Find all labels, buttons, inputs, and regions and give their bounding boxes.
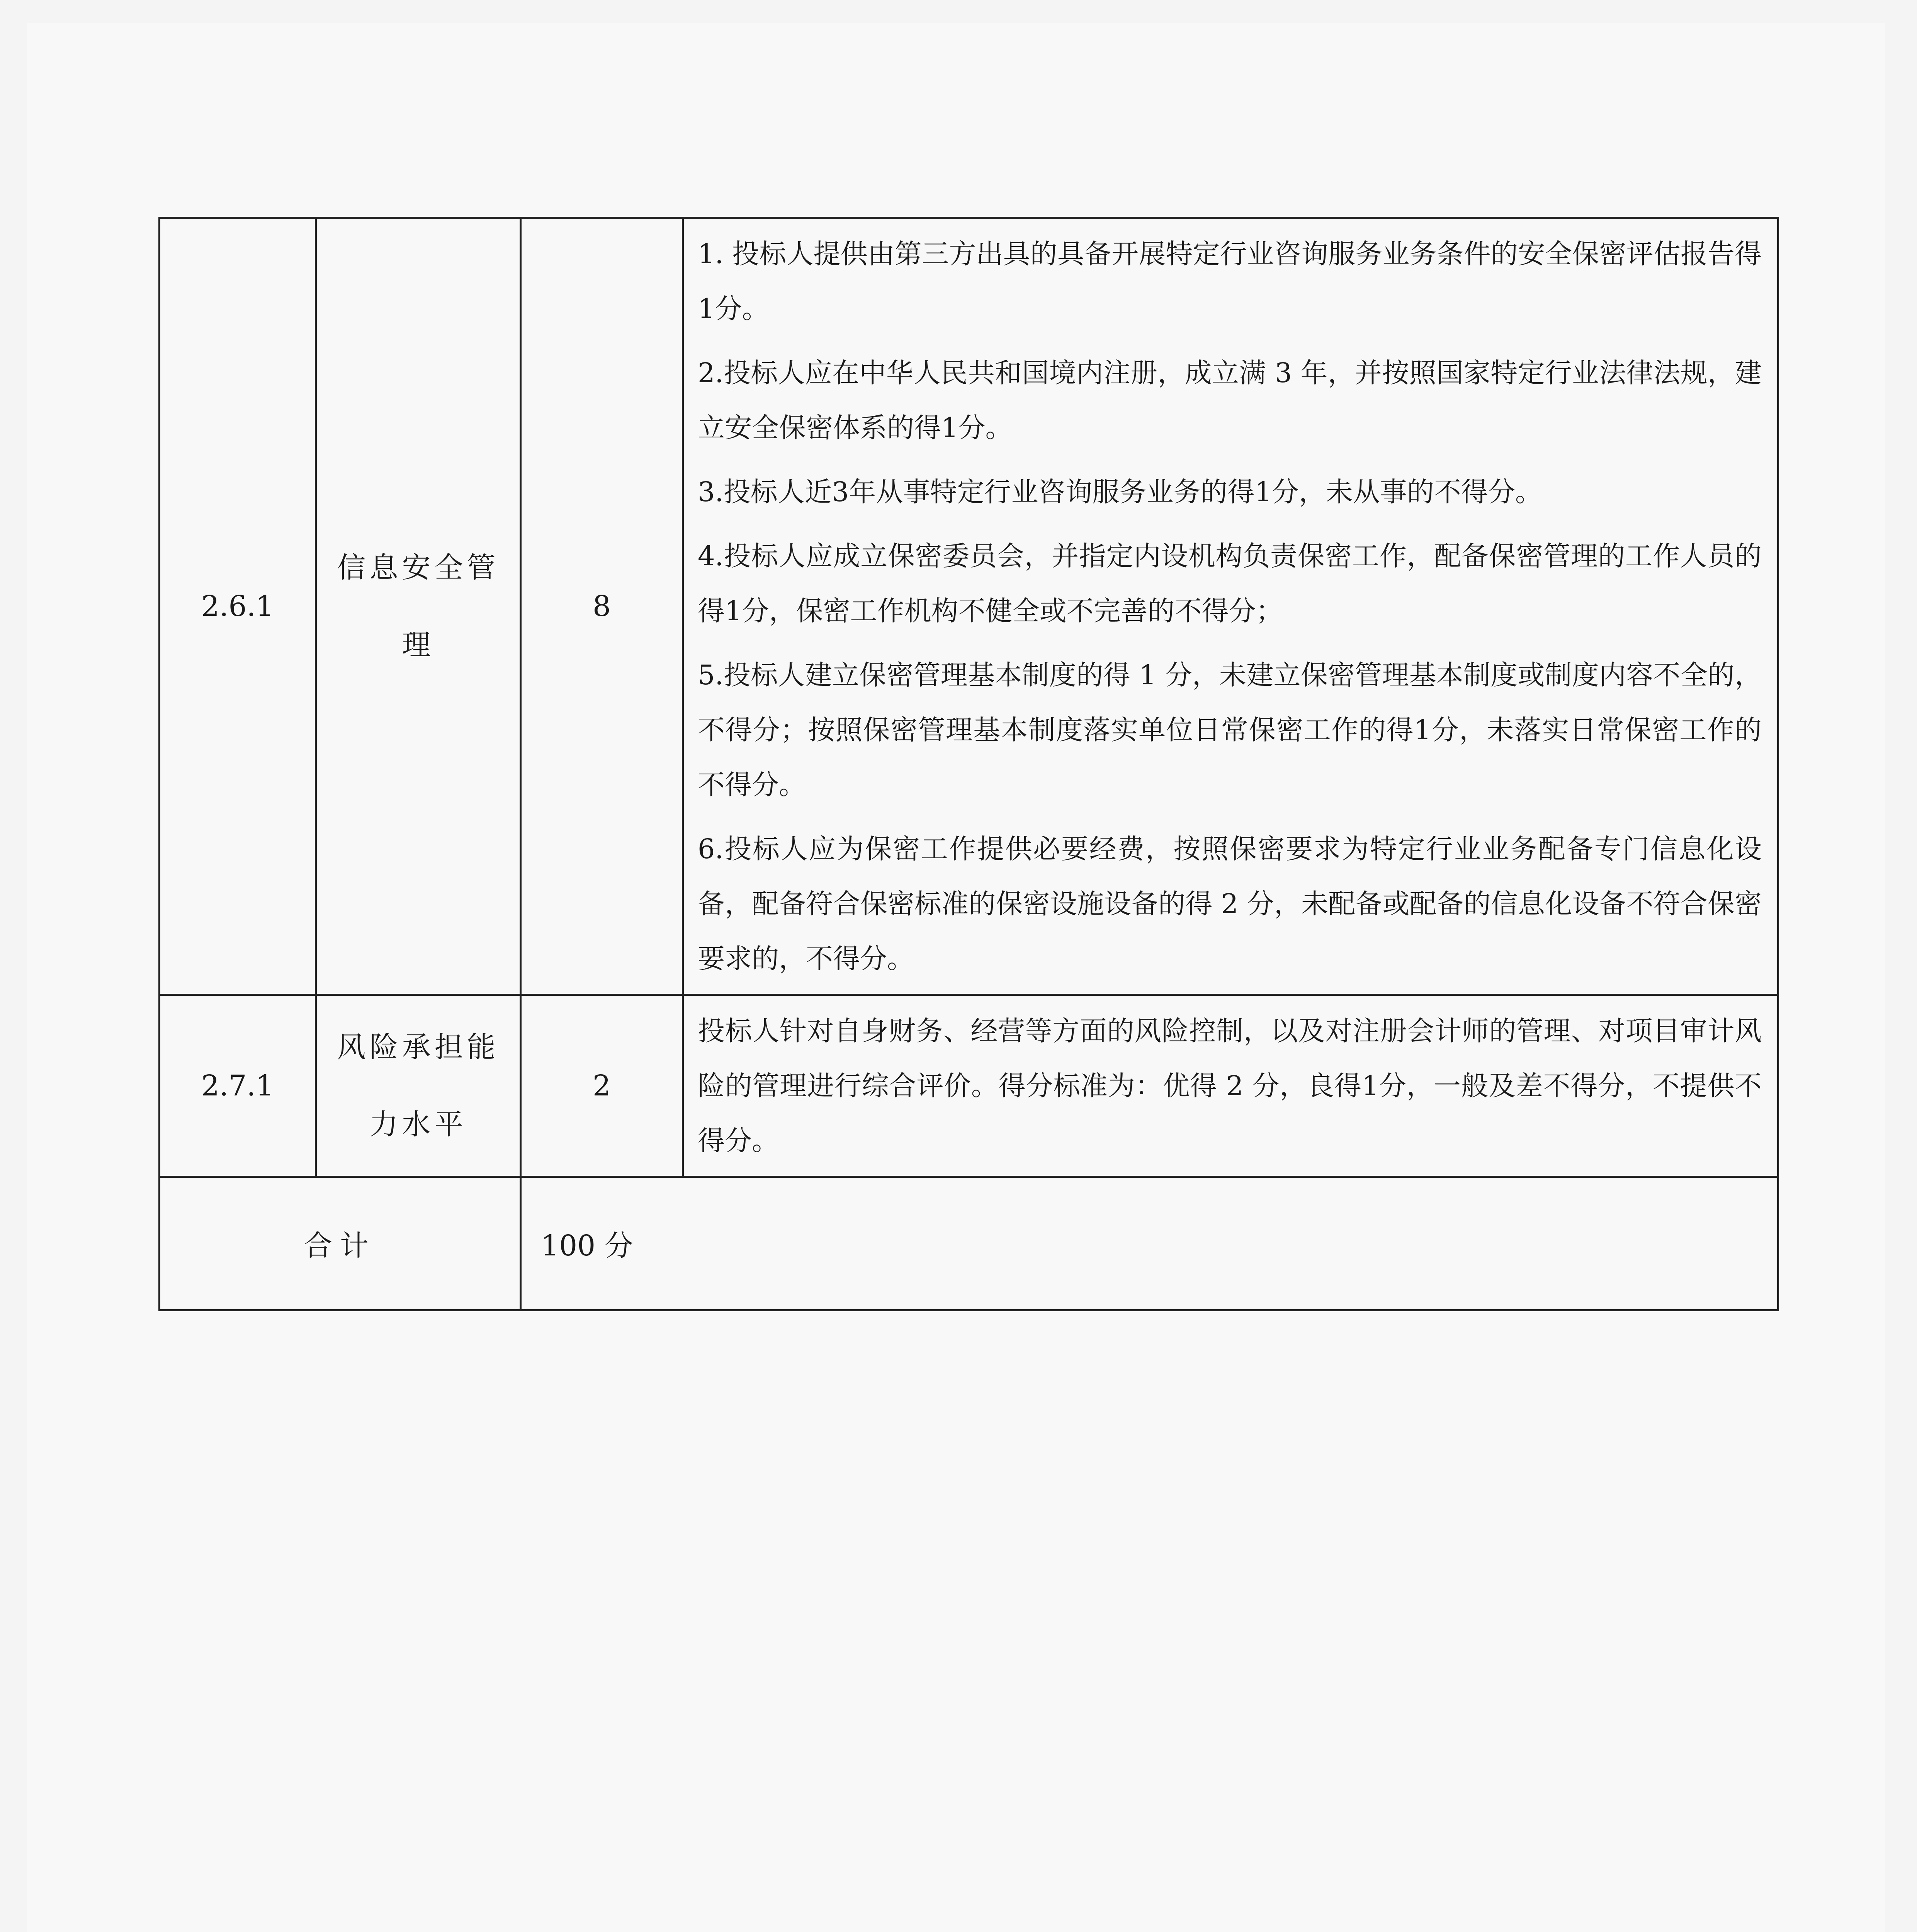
row-criteria <box>683 218 1778 995</box>
criteria-item: 投标人针对自身财务、经营等方面的风险控制，以及对注册会计师的管理、对项目审计风险的管理进行综合评价。得分标准为：优得 2 分，良得1分，一般及差不得分，不提供不得分。 <box>698 1015 1762 1156</box>
total-label: 合计 <box>160 1177 521 1310</box>
row-criteria <box>683 995 1778 1177</box>
table-row <box>160 218 1778 995</box>
row-id: 2.6.1 <box>160 218 316 995</box>
row-item <box>316 218 521 995</box>
scoring-table <box>158 217 1779 1311</box>
criteria-item: 1. 投标人提供由第三方出具的具备开展特定行业咨询服务业务条件的安全保密评估报告得1分。 <box>698 238 1762 325</box>
row-item <box>316 995 521 1177</box>
table-row <box>160 995 1778 1177</box>
total-value: 100 分 <box>521 1177 1778 1310</box>
criteria-item: 2.投标人应在中华人民共和国境内注册，成立满 3 年，并按照国家特定行业法律法规，建立安全保密体系的得1分。 <box>698 357 1762 444</box>
criteria-item: 6.投标人应为保密工作提供必要经费，按照保密要求为特定行业业务配备专门信息化设备，配备符合保密标准的保密设施设备的得 2 分，未配备或配备的信息化设备不符合保密要求的，不得分。 <box>698 833 1762 975</box>
row-id: 2.7.1 <box>160 995 316 1177</box>
criteria-item: 5.投标人建立保密管理基本制度的得 1 分，未建立保密管理基本制度或制度内容不全的，不得分；按照保密管理基本制度落实单位日常保密工作的得1分，未落实日常保密工作的不得分。 <box>698 659 1762 801</box>
row-score: 2 <box>521 995 683 1177</box>
criteria-item: 3.投标人近3年从事特定行业咨询服务业务的得1分，未从事的不得分。 <box>698 476 1542 508</box>
criteria-item: 4.投标人应成立保密委员会，并指定内设机构负责保密工作，配备保密管理的工作人员的得1分，保密工作机构不健全或不完善的不得分； <box>698 540 1762 627</box>
row-item-label: 风险承担能力水平 <box>337 1031 500 1141</box>
total-row <box>160 1177 1778 1310</box>
row-score: 8 <box>521 218 683 995</box>
row-item-label: 信息安全管理 <box>337 551 500 662</box>
